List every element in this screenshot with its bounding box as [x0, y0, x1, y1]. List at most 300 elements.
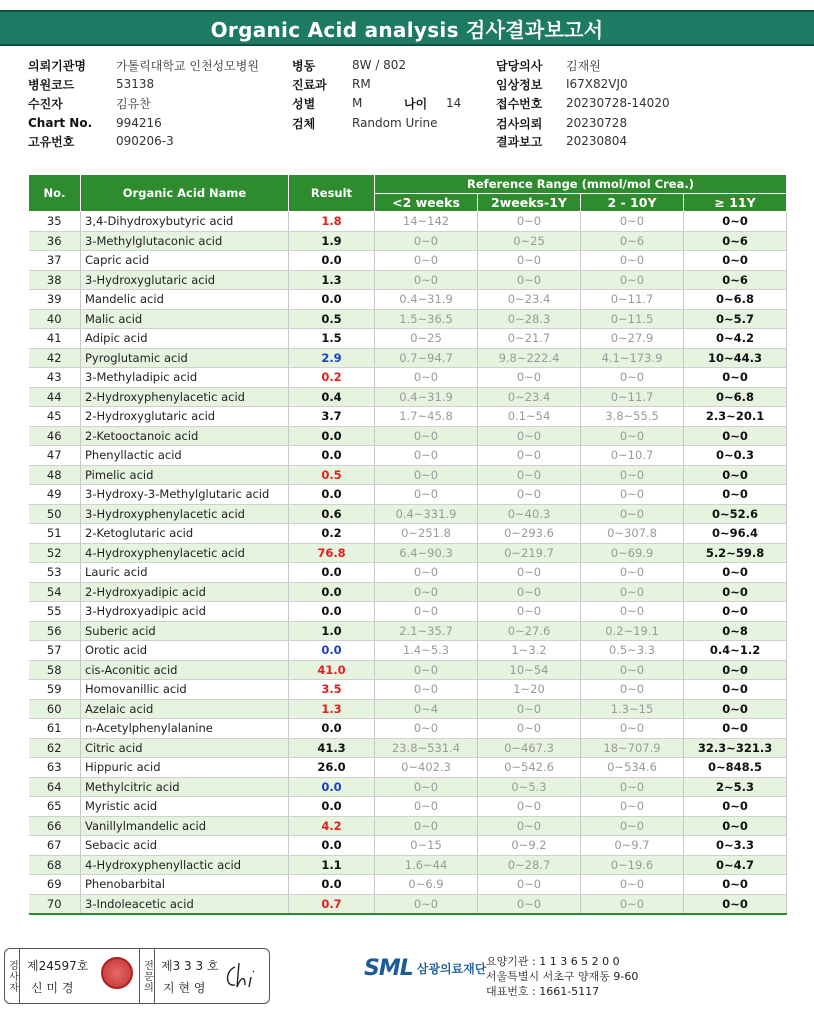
- org-phone: 대표번호 : 1661-5117: [486, 985, 600, 998]
- table-row: [29, 894, 787, 914]
- table-row: [29, 387, 787, 407]
- cell-range-11y: 5.2~59.8: [684, 543, 787, 563]
- report-title: Organic Acid analysis 검사결과보고서: [0, 10, 814, 46]
- table-row: [29, 504, 787, 524]
- cell-range-under-2w: 0~0: [375, 797, 478, 817]
- cell-no: 36: [29, 231, 81, 251]
- cell-range-under-2w: 0~402.3: [375, 758, 478, 778]
- cell-range-2-10y: 0~0: [581, 582, 684, 602]
- cell-range-2-10y: 0~0: [581, 368, 684, 388]
- info-clinical: [496, 75, 628, 93]
- org-address: [486, 954, 638, 999]
- info-label: 담당의사: [496, 58, 543, 73]
- cell-range-under-2w: 1.4~5.3: [375, 641, 478, 661]
- cell-no: 38: [29, 270, 81, 290]
- cell-range-11y: 0~0: [684, 797, 787, 817]
- cell-range-2w-1y: 0~0: [478, 465, 581, 485]
- cell-acid-name: 3-Hydroxyadipic acid: [81, 602, 289, 622]
- info-value: I67X82VJ0: [566, 77, 628, 91]
- cell-range-11y: 0~4.2: [684, 329, 787, 349]
- info-label: 성별: [292, 96, 316, 111]
- cell-range-2-10y: 0~0: [581, 680, 684, 700]
- cell-acid-name: Pimelic acid: [81, 465, 289, 485]
- cell-result: 1.3: [289, 270, 375, 290]
- cell-acid-name: 2-Hydroxyphenylacetic acid: [81, 387, 289, 407]
- cell-range-2-10y: 0~0: [581, 465, 684, 485]
- cell-range-under-2w: 0~0: [375, 894, 478, 914]
- signature-icon: [223, 959, 263, 993]
- cell-result: 0.2: [289, 524, 375, 544]
- cell-result: 1.0: [289, 621, 375, 641]
- cell-no: 66: [29, 816, 81, 836]
- results-table: [28, 174, 787, 915]
- info-label: 고유번호: [28, 134, 75, 149]
- table-row: [29, 524, 787, 544]
- cell-no: 52: [29, 543, 81, 563]
- cell-range-11y: 0~5.7: [684, 309, 787, 329]
- cell-range-2w-1y: 0~0: [478, 875, 581, 895]
- cell-range-2w-1y: 0~0: [478, 368, 581, 388]
- cell-no: 41: [29, 329, 81, 349]
- cell-range-2w-1y: 10~54: [478, 660, 581, 680]
- table-row: [29, 660, 787, 680]
- cell-range-under-2w: 0~0: [375, 446, 478, 466]
- cell-acid-name: cis-Aconitic acid: [81, 660, 289, 680]
- table-row: [29, 231, 787, 251]
- cell-range-2-10y: 18~707.9: [581, 738, 684, 758]
- cell-acid-name: n-Acetylphenylalanine: [81, 719, 289, 739]
- cell-range-11y: 0~6: [684, 231, 787, 251]
- cell-no: 60: [29, 699, 81, 719]
- cell-result: 0.0: [289, 290, 375, 310]
- cell-range-11y: 0~848.5: [684, 758, 787, 778]
- cell-acid-name: Mandelic acid: [81, 290, 289, 310]
- info-label: 검체: [292, 116, 316, 131]
- cell-range-2-10y: 0~0: [581, 660, 684, 680]
- cell-range-11y: 0~4.7: [684, 855, 787, 875]
- cell-acid-name: Adipic acid: [81, 329, 289, 349]
- cell-acid-name: Azelaic acid: [81, 699, 289, 719]
- cell-range-2-10y: 0~534.6: [581, 758, 684, 778]
- cell-range-2w-1y: 0~28.3: [478, 309, 581, 329]
- cell-no: 47: [29, 446, 81, 466]
- info-hospital-code: [28, 75, 154, 93]
- table-row: [29, 719, 787, 739]
- cell-result: 0.4: [289, 387, 375, 407]
- cell-range-11y: 10~44.3: [684, 348, 787, 368]
- cell-no: 44: [29, 387, 81, 407]
- cell-range-11y: 0~0: [684, 875, 787, 895]
- cell-no: 53: [29, 563, 81, 583]
- cell-result: 2.9: [289, 348, 375, 368]
- cell-range-under-2w: 0~0: [375, 231, 478, 251]
- cell-no: 48: [29, 465, 81, 485]
- info-department: [292, 75, 371, 93]
- header-range-2-10y: 2 - 10Y: [581, 194, 684, 212]
- cell-range-under-2w: 0.4~331.9: [375, 504, 478, 524]
- cell-no: 62: [29, 738, 81, 758]
- cell-no: 35: [29, 212, 81, 232]
- cell-range-2w-1y: 0~21.7: [478, 329, 581, 349]
- cell-range-2w-1y: 9.8~222.4: [478, 348, 581, 368]
- cell-acid-name: 2-Hydroxyglutaric acid: [81, 407, 289, 427]
- cell-result: 0.0: [289, 563, 375, 583]
- header-no: No.: [29, 175, 81, 212]
- cell-range-2w-1y: 0~23.4: [478, 387, 581, 407]
- cell-range-11y: 0~0: [684, 680, 787, 700]
- cell-no: 46: [29, 426, 81, 446]
- cell-range-2w-1y: 0~293.6: [478, 524, 581, 544]
- cell-range-2w-1y: 0~0: [478, 485, 581, 505]
- cell-range-2w-1y: 0~0: [478, 816, 581, 836]
- cell-range-2-10y: 0~0: [581, 426, 684, 446]
- info-label: 진료과: [292, 77, 327, 92]
- info-value: Random Urine: [352, 116, 438, 130]
- footer: [0, 940, 814, 1010]
- cell-result: 41.3: [289, 738, 375, 758]
- cell-result: 0.0: [289, 875, 375, 895]
- cell-range-11y: 0~52.6: [684, 504, 787, 524]
- cell-no: 50: [29, 504, 81, 524]
- table-row: [29, 816, 787, 836]
- header-result: Result: [289, 175, 375, 212]
- cell-acid-name: Lauric acid: [81, 563, 289, 583]
- info-value: M: [352, 96, 363, 110]
- info-institution: [28, 56, 259, 74]
- cell-range-2w-1y: 0~0: [478, 894, 581, 914]
- cell-result: 0.0: [289, 836, 375, 856]
- cell-range-2w-1y: 0~25: [478, 231, 581, 251]
- cell-range-2-10y: 0~0: [581, 777, 684, 797]
- cell-no: 68: [29, 855, 81, 875]
- cell-range-11y: 0~0: [684, 212, 787, 232]
- cell-range-2-10y: 0.2~19.1: [581, 621, 684, 641]
- cell-range-2w-1y: 0~9.2: [478, 836, 581, 856]
- cell-range-under-2w: 0~0: [375, 465, 478, 485]
- cell-result: 0.0: [289, 485, 375, 505]
- cell-range-under-2w: 1.6~44: [375, 855, 478, 875]
- cell-result: 1.9: [289, 231, 375, 251]
- cell-range-2w-1y: 0~0: [478, 582, 581, 602]
- signature-box: [4, 948, 270, 1004]
- cell-result: 3.5: [289, 680, 375, 700]
- cell-result: 1.5: [289, 329, 375, 349]
- cell-range-2w-1y: 0~0: [478, 251, 581, 271]
- table-row: [29, 699, 787, 719]
- cell-range-under-2w: 0~0: [375, 680, 478, 700]
- cell-no: 49: [29, 485, 81, 505]
- table-row: [29, 582, 787, 602]
- cell-acid-name: Orotic acid: [81, 641, 289, 661]
- cell-acid-name: 3-Hydroxyglutaric acid: [81, 270, 289, 290]
- cell-acid-name: Hippuric acid: [81, 758, 289, 778]
- org-code: 요양기관 : 1 1 3 6 5 2 0 0: [486, 955, 620, 968]
- table-row: [29, 290, 787, 310]
- cell-range-2-10y: 0~0: [581, 894, 684, 914]
- cell-range-11y: 0~0: [684, 816, 787, 836]
- cell-range-2w-1y: 1~3.2: [478, 641, 581, 661]
- results-body: [29, 212, 787, 915]
- cell-range-11y: 2~5.3: [684, 777, 787, 797]
- cell-result: 3.7: [289, 407, 375, 427]
- cell-no: 54: [29, 582, 81, 602]
- table-row: [29, 368, 787, 388]
- technician-label-text: 검사자: [6, 959, 18, 993]
- cell-range-2w-1y: 0~0: [478, 563, 581, 583]
- cell-range-2w-1y: 0~0: [478, 426, 581, 446]
- table-row: [29, 309, 787, 329]
- cell-range-under-2w: 0~0: [375, 563, 478, 583]
- info-value: 가톨릭대학교 인천성모병원: [116, 58, 259, 73]
- cell-range-under-2w: 14~142: [375, 212, 478, 232]
- cell-range-under-2w: 0~25: [375, 329, 478, 349]
- cell-no: 61: [29, 719, 81, 739]
- cell-result: 1.3: [289, 699, 375, 719]
- cell-range-11y: 0~0: [684, 465, 787, 485]
- cell-range-2w-1y: 0~0: [478, 699, 581, 719]
- cell-range-2-10y: 0~0: [581, 719, 684, 739]
- info-label: 의뢰기관명: [28, 58, 86, 73]
- cell-no: 70: [29, 894, 81, 914]
- cell-no: 42: [29, 348, 81, 368]
- info-report-date: [496, 132, 627, 150]
- cell-result: 0.5: [289, 465, 375, 485]
- info-receipt-no: [496, 94, 670, 112]
- cell-range-under-2w: 0.4~31.9: [375, 290, 478, 310]
- cell-result: 0.0: [289, 719, 375, 739]
- header-range-11y: ≥ 11Y: [684, 194, 787, 212]
- cell-result: 0.0: [289, 797, 375, 817]
- cell-range-under-2w: 0~0: [375, 816, 478, 836]
- cell-range-11y: 0~0: [684, 582, 787, 602]
- cell-no: 56: [29, 621, 81, 641]
- sml-logo-mark: SML: [364, 956, 413, 981]
- cell-result: 1.8: [289, 212, 375, 232]
- cell-range-2w-1y: 0~0: [478, 212, 581, 232]
- header-range-under-2w: <2 weeks: [375, 194, 478, 212]
- cell-range-2-10y: 0~0: [581, 504, 684, 524]
- info-label: 결과보고: [496, 134, 543, 149]
- info-value: 김재원: [566, 58, 601, 73]
- info-value: 090206-3: [116, 134, 174, 148]
- cell-range-11y: 0~6.8: [684, 290, 787, 310]
- cell-result: 0.6: [289, 504, 375, 524]
- info-age-label: 나이: [404, 96, 428, 111]
- cell-range-11y: 0.4~1.2: [684, 641, 787, 661]
- cell-acid-name: Suberic acid: [81, 621, 289, 641]
- cell-result: 0.0: [289, 602, 375, 622]
- table-row: [29, 446, 787, 466]
- info-value: 20230728: [566, 116, 628, 130]
- table-row: [29, 329, 787, 349]
- cell-range-2w-1y: 0.1~54: [478, 407, 581, 427]
- cell-range-2-10y: 0~27.9: [581, 329, 684, 349]
- cell-range-2-10y: 0~0: [581, 797, 684, 817]
- cell-no: 51: [29, 524, 81, 544]
- info-specimen: [292, 114, 438, 132]
- cell-range-2w-1y: 1~20: [478, 680, 581, 700]
- cell-range-under-2w: 0~251.8: [375, 524, 478, 544]
- cell-acid-name: 2-Ketooctanoic acid: [81, 426, 289, 446]
- cell-acid-name: 3-Hydroxy-3-Methylglutaric acid: [81, 485, 289, 505]
- cell-no: 57: [29, 641, 81, 661]
- cell-result: 0.0: [289, 641, 375, 661]
- cell-range-under-2w: 2.1~35.7: [375, 621, 478, 641]
- info-label: Chart No.: [28, 116, 93, 130]
- cell-no: 58: [29, 660, 81, 680]
- table-row: [29, 426, 787, 446]
- cell-range-under-2w: 0~0: [375, 368, 478, 388]
- cell-range-11y: 0~0: [684, 602, 787, 622]
- info-value: 994216: [116, 116, 162, 130]
- cell-range-2-10y: 0~11.5: [581, 309, 684, 329]
- cell-range-2-10y: 0~0: [581, 602, 684, 622]
- cell-result: 76.8: [289, 543, 375, 563]
- cell-range-11y: 0~0: [684, 660, 787, 680]
- cell-result: 0.5: [289, 309, 375, 329]
- info-label: 병원코드: [28, 77, 75, 92]
- technician-license: 제24597호: [27, 959, 89, 973]
- cell-no: 55: [29, 602, 81, 622]
- cell-acid-name: 2-Ketoglutaric acid: [81, 524, 289, 544]
- cell-acid-name: Methylcitric acid: [81, 777, 289, 797]
- cell-range-11y: 0~0: [684, 563, 787, 583]
- cell-acid-name: 4-Hydroxyphenylacetic acid: [81, 543, 289, 563]
- info-value: 김유찬: [116, 96, 151, 111]
- cell-range-11y: 32.3~321.3: [684, 738, 787, 758]
- sml-logo: [364, 956, 486, 981]
- cell-range-under-2w: 0~6.9: [375, 875, 478, 895]
- info-label: 검사의뢰: [496, 116, 543, 131]
- cell-range-under-2w: 0~0: [375, 251, 478, 271]
- cell-no: 43: [29, 368, 81, 388]
- table-row: [29, 465, 787, 485]
- info-patient: [28, 94, 151, 112]
- cell-acid-name: Malic acid: [81, 309, 289, 329]
- table-row: [29, 602, 787, 622]
- cell-range-11y: 0~0: [684, 426, 787, 446]
- cell-no: 67: [29, 836, 81, 856]
- info-chart-no: [28, 114, 162, 132]
- info-label: 임상정보: [496, 77, 543, 92]
- cell-range-2-10y: 0~11.7: [581, 387, 684, 407]
- info-ward: [292, 56, 406, 74]
- cell-result: 4.2: [289, 816, 375, 836]
- cell-range-under-2w: 23.8~531.4: [375, 738, 478, 758]
- cell-range-2-10y: 0.5~3.3: [581, 641, 684, 661]
- cell-range-under-2w: 0~0: [375, 426, 478, 446]
- cell-acid-name: 3-Methyladipic acid: [81, 368, 289, 388]
- info-label: 병동: [292, 58, 316, 73]
- table-row: [29, 251, 787, 271]
- cell-result: 0.0: [289, 582, 375, 602]
- cell-range-under-2w: 0~0: [375, 270, 478, 290]
- cell-result: 0.0: [289, 251, 375, 271]
- info-value: RM: [352, 77, 371, 91]
- cell-range-11y: 0~8: [684, 621, 787, 641]
- cell-acid-name: Pyroglutamic acid: [81, 348, 289, 368]
- cell-range-under-2w: 0.4~31.9: [375, 387, 478, 407]
- cell-no: 64: [29, 777, 81, 797]
- cell-range-2w-1y: 0~27.6: [478, 621, 581, 641]
- cell-result: 0.0: [289, 446, 375, 466]
- table-row: [29, 855, 787, 875]
- cell-acid-name: Sebacic acid: [81, 836, 289, 856]
- cell-acid-name: Citric acid: [81, 738, 289, 758]
- cell-range-under-2w: 0~15: [375, 836, 478, 856]
- cell-range-11y: 0~0: [684, 368, 787, 388]
- cell-acid-name: 3,4-Dihydroxybutyric acid: [81, 212, 289, 232]
- info-value: 20230728-14020: [566, 96, 670, 110]
- cell-acid-name: Capric acid: [81, 251, 289, 271]
- cell-no: 69: [29, 875, 81, 895]
- info-value: 8W / 802: [352, 58, 407, 72]
- cell-no: 65: [29, 797, 81, 817]
- cell-range-11y: 0~0: [684, 251, 787, 271]
- cell-result: 0.2: [289, 368, 375, 388]
- cell-range-2-10y: 0~307.8: [581, 524, 684, 544]
- cell-acid-name: 2-Hydroxyadipic acid: [81, 582, 289, 602]
- info-value: 20230804: [566, 134, 628, 148]
- cell-range-11y: 0~0: [684, 719, 787, 739]
- cell-result: 41.0: [289, 660, 375, 680]
- cell-range-2w-1y: 0~0: [478, 719, 581, 739]
- cell-range-11y: 0~6: [684, 270, 787, 290]
- cell-range-2-10y: 3.8~55.5: [581, 407, 684, 427]
- info-age-value: 14: [446, 96, 462, 110]
- cell-range-11y: 0~6.8: [684, 387, 787, 407]
- cell-acid-name: Phenobarbital: [81, 875, 289, 895]
- cell-no: 40: [29, 309, 81, 329]
- cell-range-2-10y: 0~0: [581, 816, 684, 836]
- cell-range-11y: 0~0: [684, 699, 787, 719]
- cell-range-11y: 0~0: [684, 485, 787, 505]
- cell-range-2w-1y: 0~0: [478, 270, 581, 290]
- technician-label: [5, 949, 20, 1003]
- cell-acid-name: Homovanillic acid: [81, 680, 289, 700]
- cell-result: 1.1: [289, 855, 375, 875]
- cell-no: 63: [29, 758, 81, 778]
- table-row: [29, 777, 787, 797]
- info-unique-no: [28, 132, 174, 150]
- cell-range-2w-1y: 0~40.3: [478, 504, 581, 524]
- cell-range-11y: 2.3~20.1: [684, 407, 787, 427]
- cell-range-2-10y: 0~10.7: [581, 446, 684, 466]
- org-street: 서울특별시 서초구 양재동 9-60: [486, 970, 639, 983]
- cell-range-2w-1y: 0~23.4: [478, 290, 581, 310]
- table-row: [29, 212, 787, 232]
- header-name: Organic Acid Name: [81, 175, 289, 212]
- cell-range-under-2w: 1.7~45.8: [375, 407, 478, 427]
- cell-range-under-2w: 6.4~90.3: [375, 543, 478, 563]
- cell-acid-name: Vanillylmandelic acid: [81, 816, 289, 836]
- cell-acid-name: 4-Hydroxyphenyllactic acid: [81, 855, 289, 875]
- header-reference-range: Reference Range (mmol/mol Crea.): [375, 175, 787, 194]
- info-label: 접수번호: [496, 96, 543, 111]
- cell-range-2-10y: 0~6: [581, 231, 684, 251]
- cell-range-2w-1y: 0~0: [478, 602, 581, 622]
- table-row: [29, 543, 787, 563]
- table-row: [29, 875, 787, 895]
- cell-range-2-10y: 0~0: [581, 563, 684, 583]
- info-request-date: [496, 114, 627, 132]
- cell-range-under-2w: 0~4: [375, 699, 478, 719]
- table-row: [29, 563, 787, 583]
- cell-range-under-2w: 0~0: [375, 485, 478, 505]
- cell-acid-name: Phenyllactic acid: [81, 446, 289, 466]
- cell-range-2w-1y: 0~542.6: [478, 758, 581, 778]
- cell-range-2w-1y: 0~28.7: [478, 855, 581, 875]
